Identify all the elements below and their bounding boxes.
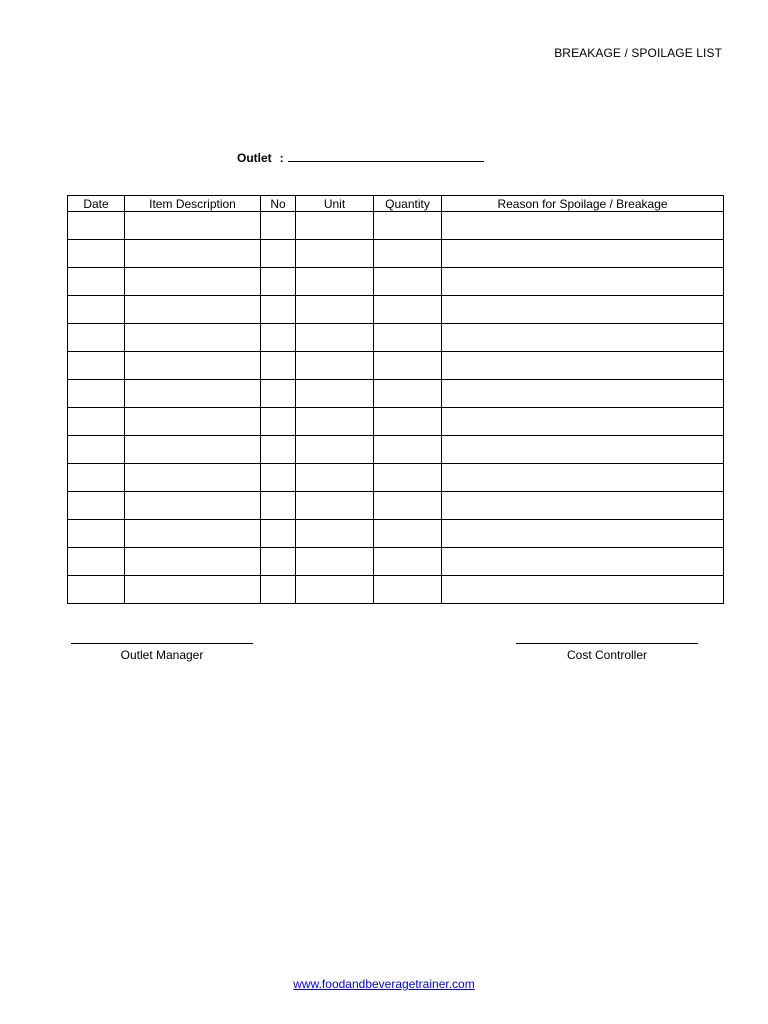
table-cell[interactable]: [374, 408, 442, 436]
table-cell[interactable]: [374, 520, 442, 548]
table-cell[interactable]: [442, 296, 724, 324]
breakage-spoilage-table: [67, 195, 724, 604]
table-cell[interactable]: [442, 212, 724, 240]
table-cell[interactable]: [125, 576, 261, 604]
table-cell[interactable]: [442, 548, 724, 576]
column-header-no: No: [261, 196, 296, 212]
table-row: [68, 576, 724, 604]
table-cell[interactable]: [261, 464, 296, 492]
table-cell[interactable]: [296, 576, 374, 604]
table-cell[interactable]: [296, 464, 374, 492]
table-cell[interactable]: [296, 352, 374, 380]
table-cell[interactable]: [442, 520, 724, 548]
table-cell[interactable]: [125, 464, 261, 492]
table-cell[interactable]: [125, 296, 261, 324]
table-cell[interactable]: [68, 520, 125, 548]
signature-label: Cost Controller: [566, 648, 648, 662]
table-cell[interactable]: [125, 408, 261, 436]
table-row: [68, 492, 724, 520]
table-cell[interactable]: [68, 296, 125, 324]
table-cell[interactable]: [296, 324, 374, 352]
table-cell[interactable]: [296, 380, 374, 408]
table-row: [68, 520, 724, 548]
table-cell[interactable]: [442, 380, 724, 408]
table-cell[interactable]: [68, 324, 125, 352]
table-row: [68, 212, 724, 240]
table-row: [68, 240, 724, 268]
document-title: BREAKAGE / SPOILAGE LIST: [554, 46, 722, 60]
table-cell[interactable]: [374, 352, 442, 380]
table-cell[interactable]: [442, 576, 724, 604]
table-cell[interactable]: [125, 240, 261, 268]
table-cell[interactable]: [125, 352, 261, 380]
table-cell[interactable]: [68, 380, 125, 408]
table-cell[interactable]: [374, 324, 442, 352]
outlet-field: [237, 151, 484, 165]
table-cell[interactable]: [68, 212, 125, 240]
table-cell[interactable]: [261, 324, 296, 352]
table-cell[interactable]: [374, 548, 442, 576]
table-cell[interactable]: [261, 380, 296, 408]
table-cell[interactable]: [125, 212, 261, 240]
column-header-date: Date: [68, 196, 125, 212]
table-cell[interactable]: [296, 408, 374, 436]
table-row: [68, 464, 724, 492]
table-cell[interactable]: [261, 520, 296, 548]
table-row: [68, 296, 724, 324]
table-cell[interactable]: [442, 408, 724, 436]
table-cell[interactable]: [125, 436, 261, 464]
table-cell[interactable]: [68, 240, 125, 268]
table-cell[interactable]: [374, 464, 442, 492]
table-cell[interactable]: [261, 268, 296, 296]
table-cell[interactable]: [261, 492, 296, 520]
table-row: [68, 436, 724, 464]
table-cell[interactable]: [125, 492, 261, 520]
table-cell[interactable]: [261, 296, 296, 324]
table-cell[interactable]: [296, 548, 374, 576]
table-cell[interactable]: [296, 520, 374, 548]
table-row: [68, 408, 724, 436]
table-cell[interactable]: [125, 380, 261, 408]
table-cell[interactable]: [125, 324, 261, 352]
signature-outlet-manager: [71, 633, 253, 662]
table-cell[interactable]: [374, 436, 442, 464]
table-body: [68, 212, 724, 604]
table-row: [68, 268, 724, 296]
table-cell[interactable]: [374, 268, 442, 296]
column-header-item-description: Item Description: [125, 196, 261, 212]
table-cell[interactable]: [68, 436, 125, 464]
table-cell[interactable]: [68, 548, 125, 576]
table-row: [68, 352, 724, 380]
table-cell[interactable]: [68, 352, 125, 380]
table-cell[interactable]: [296, 296, 374, 324]
signature-label: Outlet Manager: [120, 648, 204, 662]
website-link[interactable]: www.foodandbeveragetrainer.com: [293, 977, 475, 991]
table-cell[interactable]: [68, 268, 125, 296]
table-cell[interactable]: [442, 324, 724, 352]
outlet-colon: :: [279, 151, 284, 165]
signature-line[interactable]: [71, 633, 253, 644]
table-cell[interactable]: [442, 240, 724, 268]
table-cell[interactable]: [374, 296, 442, 324]
table-cell[interactable]: [68, 408, 125, 436]
table-cell[interactable]: [374, 212, 442, 240]
table-cell[interactable]: [125, 268, 261, 296]
table-cell[interactable]: [442, 464, 724, 492]
table-cell[interactable]: [68, 464, 125, 492]
signature-cost-controller: [516, 633, 698, 662]
footer: [0, 977, 768, 991]
table-cell[interactable]: [374, 240, 442, 268]
table-cell[interactable]: [68, 492, 125, 520]
table-cell[interactable]: [296, 240, 374, 268]
table-row: [68, 380, 724, 408]
table-cell[interactable]: [442, 436, 724, 464]
table-cell[interactable]: [261, 548, 296, 576]
table-header-row: [68, 196, 724, 212]
column-header-quantity: Quantity: [374, 196, 442, 212]
table-cell[interactable]: [125, 548, 261, 576]
table-cell[interactable]: [68, 576, 125, 604]
table-cell[interactable]: [261, 212, 296, 240]
column-header-reason: Reason for Spoilage / Breakage: [442, 196, 724, 212]
table-cell[interactable]: [261, 576, 296, 604]
table-cell[interactable]: [296, 436, 374, 464]
table-cell[interactable]: [442, 352, 724, 380]
column-header-unit: Unit: [296, 196, 374, 212]
table-cell[interactable]: [374, 576, 442, 604]
table-cell[interactable]: [261, 240, 296, 268]
outlet-label: Outlet: [237, 151, 272, 165]
table-cell[interactable]: [261, 436, 296, 464]
table-cell[interactable]: [442, 492, 724, 520]
table-cell[interactable]: [442, 268, 724, 296]
outlet-blank-line[interactable]: [288, 151, 484, 162]
table-cell[interactable]: [261, 352, 296, 380]
table-row: [68, 548, 724, 576]
table-cell[interactable]: [296, 268, 374, 296]
table-cell[interactable]: [125, 520, 261, 548]
table-cell[interactable]: [261, 408, 296, 436]
table-cell[interactable]: [296, 212, 374, 240]
table-cell[interactable]: [374, 380, 442, 408]
table-cell[interactable]: [374, 492, 442, 520]
signature-line[interactable]: [516, 633, 698, 644]
table-row: [68, 324, 724, 352]
table-cell[interactable]: [296, 492, 374, 520]
